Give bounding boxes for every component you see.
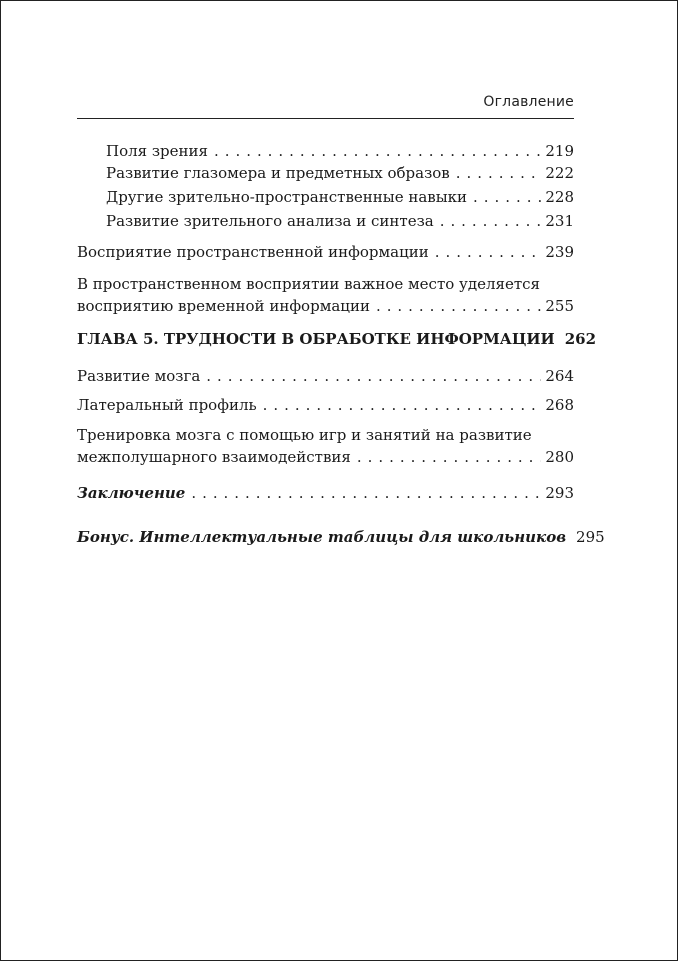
toc-entry-page: 262 — [564, 330, 597, 348]
toc-entry-page: 222 — [545, 164, 574, 182]
toc-entry-title: Поля зрения — [106, 142, 208, 160]
toc-entry[interactable] — [77, 526, 605, 548]
toc-chapter-title: ГЛАВА 5. ТРУДНОСТИ В ОБРАБОТКЕ ИНФОРМАЦИИ — [77, 330, 555, 348]
toc-entry-page: 219 — [545, 142, 574, 160]
running-head — [77, 92, 574, 119]
toc-entry[interactable] — [77, 273, 574, 317]
toc-entry[interactable] — [77, 210, 574, 232]
toc-entry[interactable] — [77, 482, 574, 504]
toc-leader-dots — [435, 241, 542, 263]
toc-entry[interactable] — [77, 186, 574, 208]
toc-leader-dots — [357, 446, 541, 468]
toc-leader-dots — [214, 140, 541, 162]
toc-leader-dots — [191, 482, 541, 504]
toc-entry-page: 280 — [545, 448, 574, 466]
toc-entry-page: 255 — [545, 297, 574, 315]
toc-entry-page: 293 — [545, 484, 574, 502]
toc-entry-page: 228 — [545, 188, 574, 206]
toc-entry-page: 231 — [545, 212, 574, 230]
toc-entry-title: межполушарного взаимодействия — [77, 448, 351, 466]
toc-entry-title: Восприятие пространственной информации — [77, 243, 429, 261]
toc-entry-title: Латеральный профиль — [77, 396, 257, 414]
toc-leader-dots — [263, 394, 542, 416]
toc-entry-title: Бонус. Интеллектуальные таблицы для школьников — [77, 528, 567, 546]
running-head-title: Оглавление — [483, 94, 574, 110]
toc-entry-title: Развитие мозга — [77, 367, 201, 385]
toc-leader-dots — [440, 210, 542, 232]
toc-entry[interactable] — [77, 424, 574, 468]
toc-entry[interactable] — [77, 140, 574, 162]
toc-entry[interactable] — [77, 241, 574, 263]
toc-entry-page: 239 — [545, 243, 574, 261]
toc-chapter-entry[interactable] — [77, 328, 597, 350]
toc-leader-dots — [376, 295, 541, 317]
toc-entry-title: Развитие зрительного анализа и синтеза — [106, 212, 434, 230]
toc-entry-title-line1: Тренировка мозга с помощью игр и занятий на развитие — [77, 426, 532, 444]
toc-entry-page: 268 — [545, 396, 574, 414]
toc-entry-page: 264 — [545, 367, 574, 385]
toc-entry-title: Другие зрительно-пространственные навыки — [106, 188, 468, 206]
toc-entry[interactable] — [77, 162, 574, 184]
toc-entry-title-line1: В пространственном восприятии важное место уделяется — [77, 275, 541, 293]
toc-entry-title: Заключение — [77, 484, 186, 502]
toc-entry[interactable] — [77, 365, 574, 387]
toc-entry-title: восприятию временной информации — [77, 297, 370, 315]
toc-leader-dots — [206, 365, 541, 387]
toc-entry-page: 295 — [576, 528, 605, 546]
toc-entry[interactable] — [77, 394, 574, 416]
toc-entry-title: Развитие глазомера и предметных образов — [106, 164, 450, 182]
toc-leader-dots — [456, 162, 542, 184]
toc-leader-dots — [473, 186, 541, 208]
